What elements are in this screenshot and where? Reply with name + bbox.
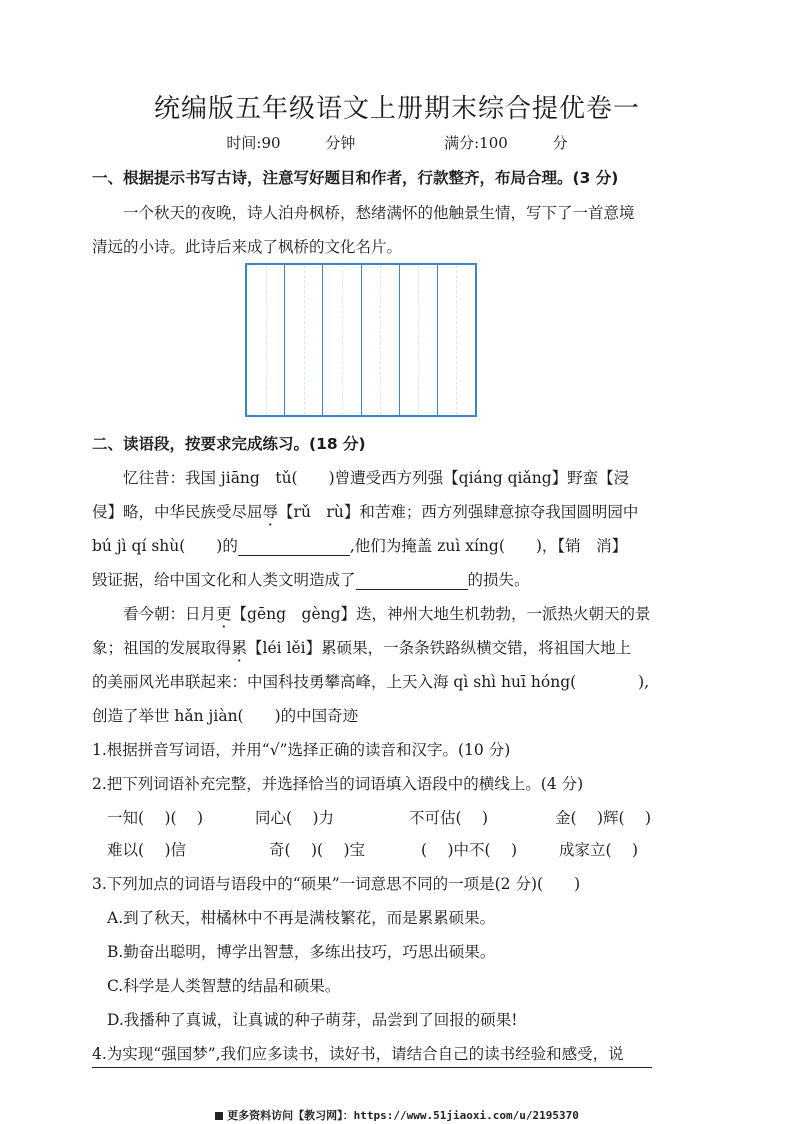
passage-text: 毁证据，给中国文化和人类文明造成了 [92,571,356,589]
passage-line: 创造了举世 hǎn jiàn( )的中国奇迹 [92,707,359,725]
idiom-item[interactable]: 同心( )力 [255,809,335,827]
passage-line: 的美丽风光串联起来：中国科技勇攀高峰，上天入海 qì shì huī hóng( ), [92,673,650,691]
poem-writing-grid[interactable] [245,263,477,417]
grid-column[interactable] [323,265,361,415]
question-2: 2.把下列词语补充完整，并选择恰当的词语填入语段中的横线上。(4 分) [92,775,584,793]
idiom-item[interactable]: 奇( )( )宝 [269,841,366,859]
q2-row-1 [107,806,705,828]
answer-blank[interactable] [356,571,468,590]
page-title: 统编版五年级语文上册期末综合提优卷一 [153,94,640,124]
question-3: 3.下列加点的词语与语段中的“硕果”一词意思不同的一项是(2 分)( ) [92,875,581,893]
passage-line [92,500,638,522]
section1-line1: 一个秋天的夜晚，诗人泊舟枫桥，愁绪满怀的他触景生情，写下了一首意境 [123,204,635,222]
idiom-item[interactable]: 成家立( ) [559,841,639,859]
passage-line: 忆往昔：我国 jiāng tǔ( )曾遭受西方列强【qiáng qiǎng】野蛮【浸 [123,469,630,487]
idiom-item[interactable]: 一知( )( ) [107,809,204,827]
passage-text: 看今朝：日月 [123,605,217,623]
passage-line [92,636,631,658]
passage-line [123,602,651,624]
exam-score: 满分:100 分 [444,134,568,152]
answer-blank[interactable] [238,537,350,556]
grid-column[interactable] [362,265,400,415]
idiom-item[interactable]: 不可估( ) [409,809,489,827]
passage-text: 的损失。 [467,571,530,589]
dotted-char: 更 [216,605,232,623]
grid-column[interactable] [438,265,475,415]
q3-option-a[interactable]: A.到了秋天，柑橘林中不再是满枝繁花，而是累累硕果。 [107,909,496,927]
dotted-char: 累 [231,639,248,657]
answer-line[interactable] [92,1067,652,1068]
q2-row-2 [107,838,689,860]
q3-option-c[interactable]: C.科学是人类智慧的结晶和硕果。 [107,977,341,995]
section2-heading: 二、读语段，按要求完成练习。(18 分) [92,435,366,453]
footer [0,1107,794,1123]
idiom-item[interactable]: 金( )辉( ) [555,809,652,827]
passage-text: bú jì qí shù( )的 [92,537,238,555]
dotted-char: 辱 [262,503,279,521]
section1-line2: 清远的小诗。此诗后来成了枫桥的文化名片。 [92,238,403,256]
passage-text: 侵】略，中华民族受尽屈 [92,503,263,521]
q3-option-d[interactable]: D.我播种了真诚，让真诚的种子萌芽，品尝到了回报的硕果! [107,1011,518,1029]
flag-icon [215,1112,223,1120]
question-1: 1.根据拼音写词语，并用“√”选择正确的读音和汉字。(10 分) [92,741,511,759]
passage-text: 【léi lěi】累硕果，一条条铁路纵横交错，将祖国大地上 [247,639,632,657]
passage-text: 象；祖国的发展取得 [92,639,232,657]
idiom-item[interactable]: ( )中不( ) [421,841,518,859]
passage-text: 【rǔ rù】和苦难；西方列强肆意掠夺我国圆明园中 [278,503,639,521]
idiom-item[interactable]: 难以( )信 [107,841,187,859]
footer-link[interactable]: 更多资料访问【教习网】：https://www.51jiaoxi.com/u/2195370 [227,1109,579,1122]
passage-text: ,他们为掩盖 zuì xíng( )，【销 消】 [349,537,628,555]
exam-time: 时间:90 分钟 [226,134,356,152]
passage-line [92,534,627,556]
section1-heading: 一、根据提示书写古诗，注意写好题目和作者，行款整齐，布局合理。(3 分) [92,169,619,187]
question-4: 4.为实现“强国梦”,我们应多读书，读好书，请结合自己的读书经验和感受，说 [92,1045,624,1063]
grid-column[interactable] [247,265,285,415]
section1-paragraph [92,196,704,264]
exam-meta [0,132,794,153]
passage-line [92,568,530,590]
grid-column[interactable] [400,265,438,415]
grid-column[interactable] [285,265,323,415]
q3-option-b[interactable]: B.勤奋出聪明，博学出智慧，多练出技巧，巧思出硕果。 [107,943,496,961]
passage-text: 【gēng gèng】迭，神州大地生机勃勃，一派热火朝天的景 [231,605,651,623]
